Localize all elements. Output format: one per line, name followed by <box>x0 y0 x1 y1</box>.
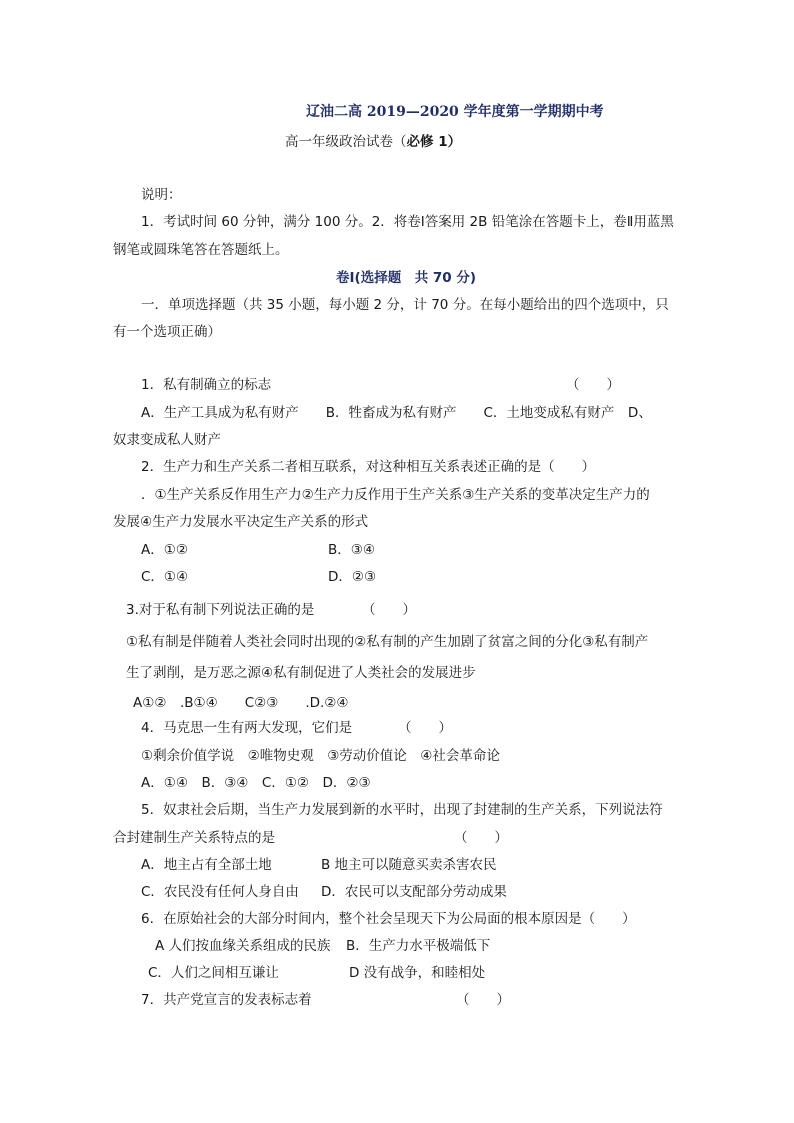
q6-option-b: B．生产力水平极端低下 <box>346 938 491 954</box>
section-title: 卷Ⅰ(选择题 共 70 分) <box>336 270 477 286</box>
instructions-line1: 1．考试时间 60 分钟，满分 100 分。2．将卷Ⅰ答案用 2B 铅笔涂在答题卡上，卷Ⅱ用蓝黑 <box>141 214 674 230</box>
q3-stem: 3.对于私有制下列说法正确的是 <box>126 602 315 618</box>
q1-options-line1: A．生产工具成为私有财产 B．牲畜成为私有财产 C．土地变成私有财产 D、 <box>141 405 652 421</box>
q2-option-a: A．①② <box>141 542 188 558</box>
q4-answer-bracket: （ ） <box>398 720 452 736</box>
q2-statement-line2: 发展④生产力发展水平决定生产关系的形式 <box>113 514 369 530</box>
q3-options: A①② .B①④ C②③ .D.②④ <box>133 695 349 711</box>
q4-statement: ①剩余价值学说 ②唯物史观 ③劳动价值论 ④社会革命论 <box>141 748 500 764</box>
q6-stem: 6．在原始社会的大部分时间内，整个社会呈现天下为公局面的根本原因是（ ） <box>141 911 636 927</box>
q2-option-d: D．②③ <box>328 569 377 585</box>
q1-answer-bracket: （ ） <box>566 377 620 393</box>
q2-stem: 2．生产力和生产关系二者相互联系，对这种相互关系表述正确的是（ ） <box>141 459 596 475</box>
q5-option-c: C．农民没有任何人身自由 <box>141 884 299 900</box>
section-intro-line2: 有一个选项正确） <box>113 324 221 340</box>
q5-option-a: A．地主占有全部土地 <box>141 857 272 873</box>
section-intro-line1: 一．单项选择题（共 35 小题，每小题 2 分，计 70 分。在每小题给出的四个选项中，只 <box>141 297 669 313</box>
q6-option-c: C．人们之间相互谦让 <box>148 965 279 981</box>
subtitle-bold: 必修 1） <box>406 134 462 150</box>
q7-answer-bracket: （ ） <box>456 992 510 1008</box>
q3-answer-bracket: （ ） <box>362 602 416 618</box>
q2-statement-line1: ．①生产关系反作用生产力②生产力反作用于生产关系③生产关系的变革决定生产力的 <box>141 487 650 503</box>
q7-stem: 7．共产党宣言的发表标志着 <box>141 992 312 1008</box>
q6-option-a: A 人们按血缘关系组成的民族 <box>155 938 331 954</box>
q1-options-line2: 奴隶变成私人财产 <box>113 432 221 448</box>
q3-statement-line1: ①私有制是伴随着人类社会同时出现的②私有制的产生加剧了贫富之间的分化③私有制产 <box>126 634 649 650</box>
page-title: 辽油二高 2019—2020 学年度第一学期期中考 <box>306 104 604 120</box>
q2-option-c: C．①④ <box>141 569 189 585</box>
page-subtitle <box>285 132 461 152</box>
q4-options: A．①④ B．③④ C．①② D．②③ <box>141 775 371 791</box>
q5-stem-line2: 合封建制生产关系特点的是 <box>113 830 275 846</box>
q3-statement-line2: 生了剥削，是万恶之源④私有制促进了人类社会的发展进步 <box>126 665 476 681</box>
q5-stem-line1: 5．奴隶社会后期，当生产力发展到新的水平时，出现了封建制的生产关系，下列说法符 <box>141 802 663 818</box>
subtitle-text: 高一年级政治试卷（ <box>285 134 407 150</box>
q1-stem: 1．私有制确立的标志 <box>141 377 272 393</box>
q5-answer-bracket: （ ） <box>454 830 508 846</box>
instructions-label: 说明： <box>141 187 182 203</box>
q5-option-d: D．农民可以支配部分劳动成果 <box>321 884 507 900</box>
q2-option-b: B．③④ <box>328 542 375 558</box>
instructions-line2: 钢笔或圆珠笔答在答题纸上。 <box>113 242 289 258</box>
q4-stem: 4．马克思一生有两大发现，它们是 <box>141 720 353 736</box>
q5-option-b: B 地主可以随意买卖杀害农民 <box>321 857 497 873</box>
q6-option-d: D 没有战争，和睦相处 <box>349 965 486 981</box>
